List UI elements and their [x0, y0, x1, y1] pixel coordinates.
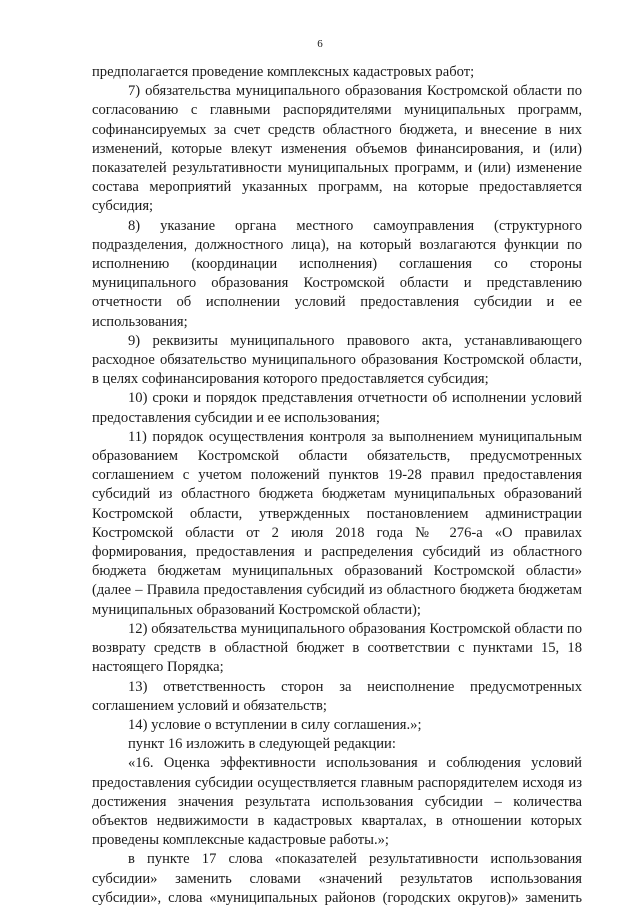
- paragraph-item-8: 8) указание органа местного самоуправления (структурного подразделения, должностного лица), на который возлагаются функции по исполнению (координации исполнения) соглашения со стороны муниципального образования Костромской области и представлению отчетности об исполнении условий предоставления субсидии и ее использования;: [92, 217, 582, 330]
- paragraph-amend-point-16: пункт 16 изложить в следующей редакции:: [128, 736, 396, 753]
- paragraph-item-10: 10) сроки и порядок представления отчетности об исполнении условий предоставления субсидии и ее использования;: [92, 390, 582, 426]
- paragraph-item-11: 11) порядок осуществления контроля за выполнением муниципальным образованием Костромской области обязательств, предусмотренных соглашением с учетом положений пунктов 19-28 правил предоставления субсидий из областного бюджета бюджетам муниципальных образований Костромской области, утвержденных постановлением администрации Костромской области от 2 июля 2018 года № 276-а «О правилах формирования, предоставления и распределения субсидий из областного бюджета бюджетам муниципальных образований Костромской области» (далее – Правила предоставления субсидий из областного бюджета бюджетам муниципальных образований Костромской области);: [92, 428, 582, 618]
- paragraph-item-7: 7) обязательства муниципального образования Костромской области по согласованию с главными распорядителями муниципальных программ, софинансируемых за счет средств областного бюджета, и внесение в них изменений, которые влекут изменения объемов финансирования, и (или) показателей результативности муниципальных программ, и (или) изменение состава мероприятий указанных программ, на которые предоставляется субсидия;: [92, 83, 582, 215]
- paragraph-point-16-text: «16. Оценка эффективности использования и соблюдения условий предоставления субсидии осуществляется главным распорядителем исходя из достижения значения результата использования субсидии – количества объектов недвижимости в кадастровых кварталах, в отношении которых проведены комплексные кадастровые работы.»;: [92, 755, 582, 849]
- paragraph-item-14: 14) условие о вступлении в силу соглашения.»;: [128, 716, 422, 733]
- document-body: [92, 63, 582, 908]
- paragraph-amend-point-17: в пункте 17 слова «показателей результативности использования субсидии» заменить словами «значений результатов использования субсидии», слова «муниципальных районов (городских округов)» заменить: [92, 851, 582, 906]
- paragraph-item-9: 9) реквизиты муниципального правового акта, устанавливающего расходное обязательство муниципального образования Костромской области, в целях софинансирования которого предоставляется субсидия;: [92, 332, 582, 388]
- paragraph-continuation: предполагается проведение комплексных кадастровых работ;: [92, 64, 475, 80]
- paragraph-item-12: 12) обязательства муниципального образования Костромской области по возврату средств в областной бюджет в соответствии с пунктами 15, 18 настоящего Порядка;: [92, 620, 582, 676]
- page-number: 6: [317, 38, 323, 50]
- paragraph-item-13: 13) ответственность сторон за неисполнение предусмотренных соглашением условий и обязательств;: [92, 678, 582, 714]
